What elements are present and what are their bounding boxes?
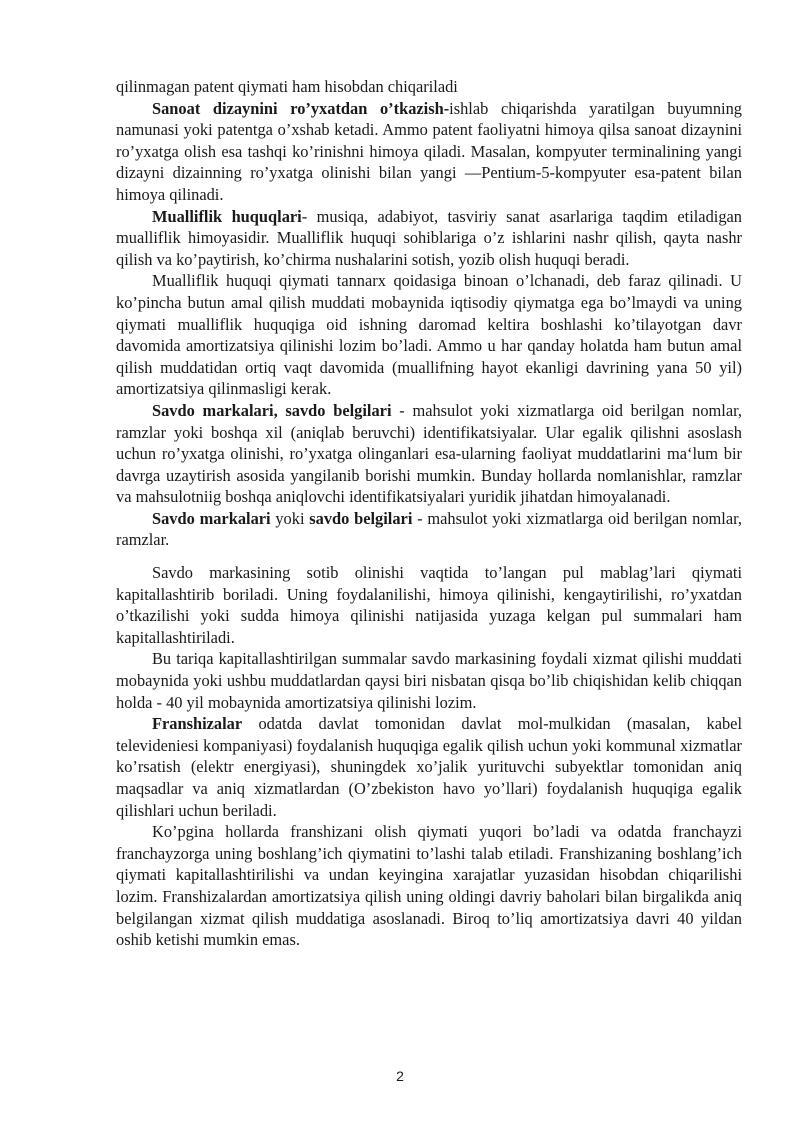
paragraph-franchise-cost: Ko’pgina hollarda franshizani olish qiymati yuqori bo’ladi va odatda franchayzi franchayzorga uning boshlang’ich qiymatini to’lashi talab etiladi. Franshizaning boshlang’ich qiymati kapitallashtirilishi va undan keyingina xarajatlar yuzasidan hisobdan chiqarilishi lozim. Franshizalardan amortizatsiya qilish uning oldingi davriy baholari bilan birgalikda aniq belgilangan xizmat qilish muddatiga asoslanadi. Biroq to’liq amortizatsiya davri 40 yildan oshib ketishi mumkin emas. bbox=[116, 822, 742, 950]
term-industrial-design: Sanoat dizaynini ro’yxatdan o’tkazish- bbox=[152, 98, 450, 118]
paragraph-copyright-valuation: Mualliflik huquqi qiymati tannarx qoidasiga binoan o’lchanadi, deb faraz qilinadi. U ko’pincha butun amal qilish muddati mobaynida iqtisodiy qiymatga ega bo’lmaydi va uning qiymati mualliflik huquqiga oid ishning daromad keltira boshlashi ko’tilayotgan davr davomida amortizatsiya qilinishi lozim bo’ladi. Ammo u har qanday holatda ham butun amal qilish muddatidan ortiq vaqt davomida (muallifning hayot ekanligi davrining yana 50 yil) amortizatsiya qilinmasligi kerak. bbox=[116, 271, 742, 399]
paragraph-franchises: Franshizalar odatda davlat tomonidan davlat mol-mulkidan (masalan, kabel televideniesi kompaniyasi) foydalanish huquqiga egalik qilish uchun yoki kommunal xizmatlar ko’rsatish (elektr energiyasi), shuningdek xo’jalik yurituvchi subyektlar tomonidan aniq maqsadlar va aniq xizmatlardan (O’zbekiston havo yo’llari) foydalanish huquqiga egalik qilishlari uchun beriladi. bbox=[116, 714, 742, 820]
paragraph-continuation: qilinmagan patent qiymati ham hisobdan chiqariladi bbox=[116, 77, 458, 96]
term-trademarks-short: Savdo markalari bbox=[152, 508, 271, 528]
paragraph-industrial-design: Sanoat dizaynini ro’yxatdan o’tkazish-ishlab chiqarishda yaratilgan buyumning namunasi yoki patentga o’xshab ketadi. Ammo patent faoliyatni himoya qilsa sanoat dizaynini ro’yxatga olish esa tashqi ko’rinishni himoya qiladi. Masalan, kompyuter terminalining yangi dizayni dizainning ro’yxatga olinishi bilan yangi —Pentium-5-kompyuter esa-patent bilan himoya qilinadi. bbox=[116, 98, 742, 204]
paragraph-trademark-capitalization: Savdo markasining sotib olinishi vaqtida to’langan pul mablag’lari qiymati kapitallashtirib boriladi. Uning foydalanilishi, himoya qilinishi, kengaytirilishi, ro’yxatdan o’tkazilishi yoki sudda himoya qilinishi natijasida yuzaga kelgan pul summalari ham kapitallashtiriladi. bbox=[116, 563, 742, 647]
document-body bbox=[116, 76, 742, 951]
paragraph-copyright: Mualliflik huquqlari- musiqa, adabiyot, tasviriy sanat asarlariga taqdim etiladigan mualliflik himoyasidir. Mualliflik huquqi sohiblariga o’z ishlarini nashr qilish, qayta nashr qilish va ko’paytirish, ko’chirma nushalarini sotish, yozib olish huquqi beradi. bbox=[116, 206, 742, 269]
term-copyright: Mualliflik huquqlari bbox=[152, 206, 302, 226]
term-trademarks: Savdo markalari, savdo belgilari bbox=[152, 400, 392, 420]
paragraph-trademarks-definition: Savdo markalari yoki savdo belgilari - mahsulot yoki xizmatlarga oid berilgan nomlar, ramzlar. bbox=[116, 508, 742, 550]
paragraph-trademarks: Savdo markalari, savdo belgilari - mahsulot yoki xizmatlarga oid berilgan nomlar, ramzlar yoki boshqa xil (aniqlab beruvchi) identifikatsiyalar. Ular egalik qilishni asoslash uchun ro’yxatga olinishi, ro’yxatga olinganlari esa-ularning faoliyat muddatlarini ma‘lum bir davrga uzaytirish asosida yangilanib borishi mumkin. Bunday hollarda nomlanishlar, ramzlar va mahsulotniig boshqa aniqlovchi identifikatsiyalari yuridik jihatdan himoyalanadi. bbox=[116, 400, 742, 507]
page-number: 2 bbox=[396, 1068, 404, 1084]
term-franchises: Franshizalar bbox=[152, 714, 243, 734]
paragraph-trademark-amortization: Bu tariqa kapitallashtirilgan summalar savdo markasining foydali xizmat qilishi muddati mobaynida yoki ushbu muddatlardan qaysi biri nisbatan qisqa bo’lib chiqishidan kelib chiqqan holda - 40 yil mobaynida amortizatsiya qilinishi lozim. bbox=[116, 649, 742, 712]
term-trade-signs: savdo belgilari bbox=[309, 508, 413, 528]
